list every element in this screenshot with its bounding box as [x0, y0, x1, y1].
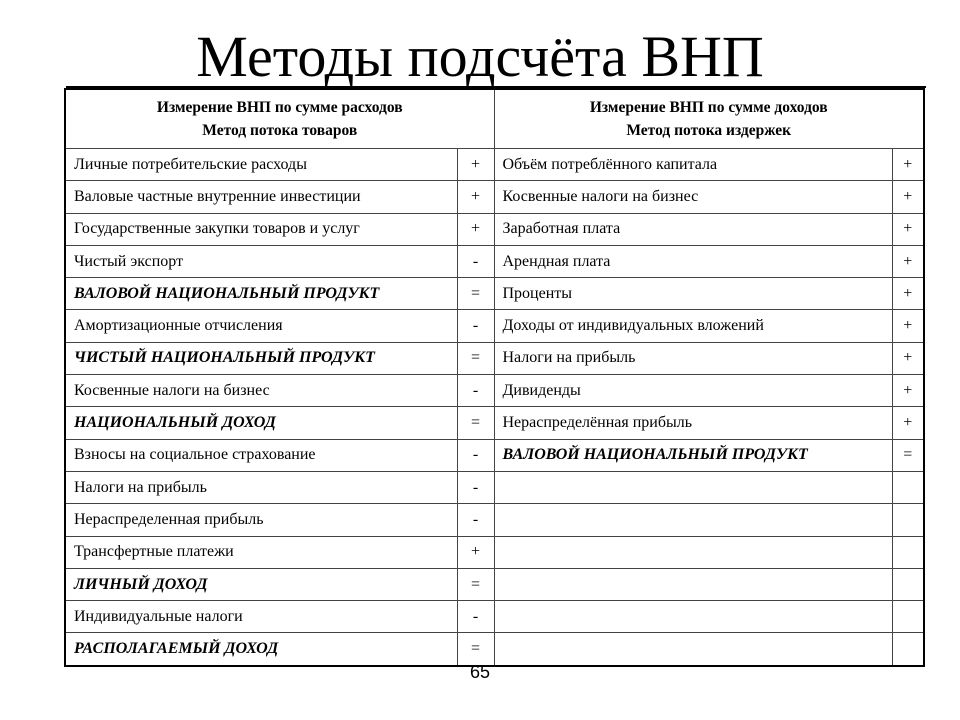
income-header-line2: Метод потока издержек [626, 122, 792, 139]
income-sign-cell: + [892, 181, 924, 213]
table-row [65, 568, 924, 600]
income-item-cell [494, 568, 892, 600]
table-row [65, 278, 924, 310]
income-sign-cell [892, 633, 924, 666]
expenditure-sign-cell: = [457, 407, 494, 439]
table-row [65, 633, 924, 666]
income-sign-cell [892, 568, 924, 600]
income-sign-cell: + [892, 342, 924, 374]
table-row [65, 342, 924, 374]
expenditure-item-cell: ВАЛОВОЙ НАЦИОНАЛЬНЫЙ ПРОДУКТ [65, 278, 457, 310]
expenditure-method-header [65, 89, 494, 149]
expenditure-item-cell: Индивидуальные налоги [65, 601, 457, 633]
income-item-cell: Проценты [494, 278, 892, 310]
expenditure-item-cell: Косвенные налоги на бизнес [65, 375, 457, 407]
income-sign-cell: + [892, 278, 924, 310]
income-sign-cell [892, 601, 924, 633]
income-item-cell: Доходы от индивидуальных вложений [494, 310, 892, 342]
income-item-cell: Нераспределённая прибыль [494, 407, 892, 439]
expenditure-sign-cell: + [457, 213, 494, 245]
table-row [65, 439, 924, 471]
income-sign-cell: + [892, 245, 924, 277]
table-row [65, 504, 924, 536]
table-row [65, 245, 924, 277]
income-item-cell: Косвенные налоги на бизнес [494, 181, 892, 213]
income-item-cell: Объём потреблённого капитала [494, 149, 892, 181]
income-sign-cell: + [892, 149, 924, 181]
income-sign-cell: + [892, 375, 924, 407]
table-row [65, 536, 924, 568]
expenditure-sign-cell: - [457, 439, 494, 471]
expenditure-item-cell: ЛИЧНЫЙ ДОХОД [65, 568, 457, 600]
expenditure-sign-cell: - [457, 245, 494, 277]
income-item-cell: Дивиденды [494, 375, 892, 407]
expenditure-sign-cell: - [457, 310, 494, 342]
expenditure-sign-cell: = [457, 342, 494, 374]
table-row [65, 375, 924, 407]
expenditure-item-cell: НАЦИОНАЛЬНЫЙ ДОХОД [65, 407, 457, 439]
expenditure-item-cell: Валовые частные внутренние инвестиции [65, 181, 457, 213]
table-row [65, 471, 924, 503]
expenditure-sign-cell: - [457, 375, 494, 407]
income-item-cell [494, 633, 892, 666]
income-item-cell [494, 536, 892, 568]
table-row [65, 213, 924, 245]
table-row [65, 149, 924, 181]
expenditure-sign-cell: - [457, 601, 494, 633]
expenditure-sign-cell: + [457, 536, 494, 568]
expenditure-item-cell: Государственные закупки товаров и услуг [65, 213, 457, 245]
income-sign-cell [892, 536, 924, 568]
table-row [65, 181, 924, 213]
slide-title: Методы подсчёта ВНП [196, 24, 764, 89]
gnp-methods-table [64, 88, 925, 667]
income-method-header [494, 89, 924, 149]
expenditure-item-cell: Амортизационные отчисления [65, 310, 457, 342]
expenditure-header-line1: Измерение ВНП по сумме расходов [156, 99, 403, 116]
expenditure-header-line2: Метод потока товаров [202, 122, 358, 139]
income-item-cell: ВАЛОВОЙ НАЦИОНАЛЬНЫЙ ПРОДУКТ [494, 439, 892, 471]
page-number: 65 [469, 662, 491, 682]
income-sign-cell: + [892, 213, 924, 245]
expenditure-sign-cell: + [457, 149, 494, 181]
income-sign-cell [892, 471, 924, 503]
expenditure-sign-cell: - [457, 504, 494, 536]
table-row [65, 601, 924, 633]
income-sign-cell: + [892, 407, 924, 439]
expenditure-item-cell: Налоги на прибыль [65, 471, 457, 503]
expenditure-sign-cell: = [457, 633, 494, 666]
income-item-cell: Заработная плата [494, 213, 892, 245]
expenditure-item-cell: Чистый экспорт [65, 245, 457, 277]
table-row [65, 310, 924, 342]
income-sign-cell [892, 504, 924, 536]
expenditure-item-cell: Трансфертные платежи [65, 536, 457, 568]
table-header-row [65, 89, 924, 149]
income-header-line1: Измерение ВНП по сумме доходов [589, 99, 828, 116]
expenditure-item-cell: Нераспределенная прибыль [65, 504, 457, 536]
expenditure-item-cell: РАСПОЛАГАЕМЫЙ ДОХОД [65, 633, 457, 666]
expenditure-sign-cell: = [457, 278, 494, 310]
income-item-cell: Арендная плата [494, 245, 892, 277]
expenditure-sign-cell: - [457, 471, 494, 503]
income-item-cell: Налоги на прибыль [494, 342, 892, 374]
expenditure-item-cell: Личные потребительские расходы [65, 149, 457, 181]
income-sign-cell: = [892, 439, 924, 471]
expenditure-item-cell: ЧИСТЫЙ НАЦИОНАЛЬНЫЙ ПРОДУКТ [65, 342, 457, 374]
expenditure-sign-cell: + [457, 181, 494, 213]
income-item-cell [494, 471, 892, 503]
expenditure-item-cell: Взносы на социальное страхование [65, 439, 457, 471]
table-row [65, 407, 924, 439]
income-item-cell [494, 601, 892, 633]
income-sign-cell: + [892, 310, 924, 342]
income-item-cell [494, 504, 892, 536]
expenditure-sign-cell: = [457, 568, 494, 600]
